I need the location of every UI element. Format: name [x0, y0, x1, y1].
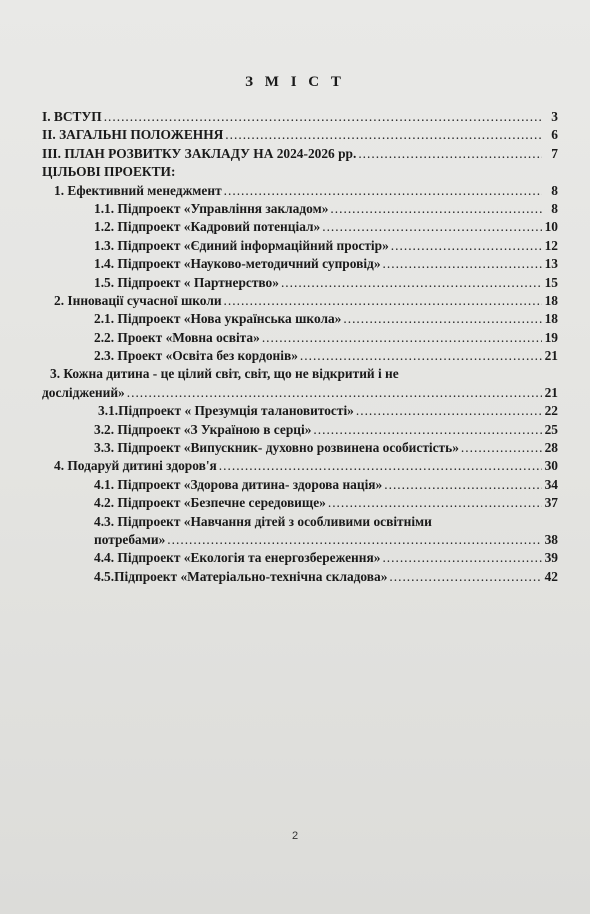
toc-entry-page: 21 [544, 384, 558, 400]
toc-entry-label: 1.1. Підпроект «Управління закладом» [94, 200, 329, 216]
toc-entry [42, 145, 558, 163]
toc-entry-page: 19 [544, 329, 558, 345]
toc-entry-label: 1. Ефективний менеджмент [54, 182, 222, 198]
toc-entry-label: 2.2. Проект «Мовна освіта» [94, 329, 260, 345]
toc-entry-page: 18 [544, 292, 558, 308]
toc-entry-page: 8 [551, 200, 558, 216]
toc-entry-page: 30 [544, 458, 558, 474]
toc-entry-page: 18 [544, 311, 558, 327]
toc-entry-page: 34 [544, 476, 558, 492]
toc-entry-page: 10 [544, 219, 558, 235]
toc-leader-dots [127, 384, 542, 402]
toc-entry [42, 365, 558, 383]
toc-leader-dots [167, 531, 542, 549]
toc-leader-dots [391, 237, 542, 255]
toc-entry-label: потребами» [94, 531, 166, 547]
toc-entry [42, 421, 558, 439]
toc-entry [42, 292, 558, 310]
toc-leader-dots [358, 145, 542, 163]
toc-entry [42, 126, 558, 144]
toc-leader-dots [262, 329, 542, 347]
toc-entry [42, 218, 558, 236]
toc-entry-page: 13 [544, 256, 558, 272]
page-number: 2 [291, 830, 299, 842]
toc-entry-label: 4.2. Підпроект «Безпечне середовище» [94, 495, 326, 511]
toc-entry-label: I. ВСТУП [42, 109, 102, 124]
toc-entry-page: 37 [544, 495, 558, 511]
toc-entry [42, 108, 558, 126]
toc-entry-label: 4. Подаруй дитині здоров'я [54, 458, 217, 474]
toc-entry-label: III. ПЛАН РОЗВИТКУ ЗАКЛАДУ НА 2024-2026 рр. [42, 145, 357, 161]
toc-leader-dots [389, 568, 542, 586]
toc-leader-dots [461, 439, 542, 457]
toc-entry-label: 2.1. Підпроект «Нова українська школа» [94, 311, 342, 327]
toc-leader-dots [225, 126, 542, 144]
toc-entry [42, 549, 558, 567]
toc-entry [42, 347, 558, 365]
toc-entry-page: 22 [544, 403, 558, 419]
toc-leader-dots [328, 494, 542, 512]
toc-entry-label: 1.4. Підпроект «Науково-методичний супровід» [94, 256, 381, 272]
toc-leader-dots [383, 255, 542, 273]
toc-entry [42, 329, 558, 347]
toc-entry [42, 457, 558, 475]
toc-entry-page: 42 [544, 568, 558, 584]
toc-entry [42, 182, 558, 200]
toc-leader-dots [322, 218, 542, 236]
toc-entry-label: 2. Інновації сучасної школи [54, 292, 222, 308]
toc-entry-label: ЦІЛЬОВІ ПРОЕКТИ: [42, 164, 176, 180]
toc-entry [42, 513, 558, 531]
toc-leader-dots [343, 310, 542, 328]
toc-title: З М І С Т [245, 74, 345, 90]
toc-entry [42, 531, 558, 549]
toc-entry-label: досліджений» [42, 384, 125, 400]
toc-leader-dots [281, 274, 542, 292]
toc-entry-label: 4.5.Підпроект «Матеріально-технічна складова» [94, 568, 388, 584]
toc-leader-dots [313, 421, 542, 439]
toc-entry [42, 402, 558, 420]
toc-leader-dots [224, 182, 542, 200]
toc-entry-page: 3 [551, 109, 558, 124]
toc-entry-label: 3. Кожна дитина - це цілий світ, світ, що не відкритий і не [50, 366, 399, 382]
toc-entry-label: 4.4. Підпроект «Екологія та енергозбереження» [94, 550, 381, 566]
toc-entry-page: 21 [544, 348, 558, 364]
toc-entry-label: 2.3. Проект «Освіта без кордонів» [94, 348, 298, 364]
toc-entry [42, 255, 558, 273]
toc-leader-dots [300, 347, 542, 365]
table-of-contents [42, 108, 558, 586]
toc-entry-label: 1.3. Підпроект «Єдиний інформаційний простір» [94, 237, 389, 253]
toc-entry-label: 1.5. Підпроект « Партнерство» [94, 274, 279, 290]
toc-entry-label: II. ЗАГАЛЬНІ ПОЛОЖЕННЯ [42, 127, 224, 143]
toc-entry [42, 439, 558, 457]
toc-entry-label: 3.3. Підпроект «Випускник- духовно розвинена особистість» [94, 440, 459, 456]
toc-leader-dots [224, 292, 542, 310]
toc-entry-page: 25 [544, 421, 558, 437]
toc-entry-label: 1.2. Підпроект «Кадровий потенціал» [94, 219, 321, 235]
toc-entry [42, 163, 558, 181]
toc-entry [42, 310, 558, 328]
toc-leader-dots [330, 200, 542, 218]
toc-entry-label: 4.3. Підпроект «Навчання дітей з особливими освітніми [94, 513, 432, 529]
toc-entry-page: 38 [544, 531, 558, 547]
toc-entry-page: 7 [551, 145, 558, 161]
toc-entry [42, 476, 558, 494]
toc-entry-page: 8 [551, 182, 558, 198]
toc-entry-label: 4.1. Підпроект «Здорова дитина- здорова нація» [94, 476, 383, 492]
toc-leader-dots [356, 402, 542, 420]
toc-leader-dots [382, 549, 542, 567]
toc-entry-label: 3.2. Підпроект «З Україною в серці» [94, 421, 312, 437]
toc-entry [42, 494, 558, 512]
toc-entry-label: 3.1.Підпроект « Презумція талановитості» [98, 403, 354, 419]
toc-entry-page: 39 [544, 550, 558, 566]
toc-leader-dots [384, 476, 542, 494]
toc-entry-page: 12 [544, 237, 558, 253]
toc-leader-dots [104, 108, 542, 126]
toc-entry-page: 6 [551, 127, 558, 143]
toc-entry [42, 384, 558, 402]
toc-entry [42, 568, 558, 586]
toc-entry-page: 15 [544, 274, 558, 290]
toc-entry-page: 28 [544, 440, 558, 456]
toc-entry [42, 237, 558, 255]
toc-leader-dots [219, 457, 542, 475]
toc-entry [42, 274, 558, 292]
toc-entry [42, 200, 558, 218]
